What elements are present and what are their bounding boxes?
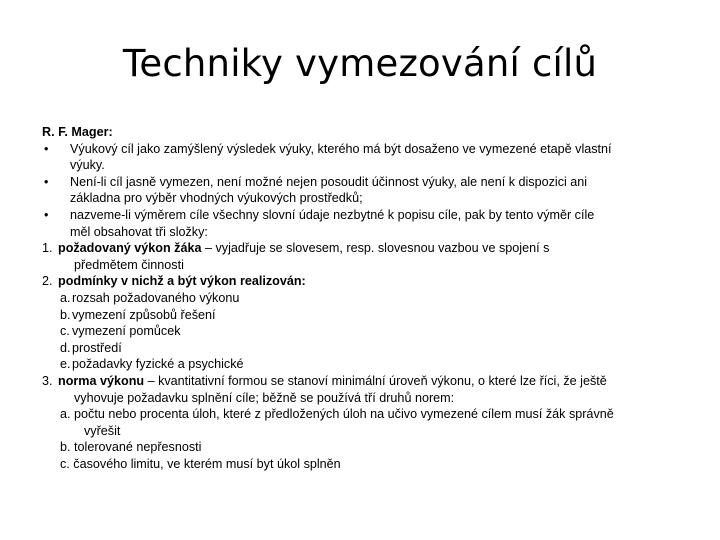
- item-text: – kvantitativní formou se stanoví minimální úroveň výkonu, o které lze říci, že ještě: [144, 373, 607, 388]
- sub-item: [42, 307, 692, 324]
- bullet-item: [42, 207, 692, 240]
- bullet-item: [42, 174, 692, 207]
- slide-title: Techniky vymezování cílů: [122, 42, 598, 85]
- bullet-marker: •: [44, 207, 49, 222]
- slide-content: [42, 124, 692, 472]
- sub-text: vymezení způsobů řešení: [72, 307, 216, 322]
- bullet-text-cont: výuky.: [70, 158, 105, 173]
- item-bold-term: požadovaný výkon žáka: [58, 241, 202, 256]
- bullet-item: [42, 141, 692, 174]
- sub-text: požadavky fyzické a psychické: [72, 357, 244, 372]
- numbered-item-1: [42, 240, 692, 273]
- sub-item: [42, 439, 692, 456]
- sub-marker: b.: [60, 440, 71, 455]
- sub-item: [42, 340, 692, 357]
- bullet-text: nazveme-li výměrem cíle všechny slovní údaje nezbytné k popisu cíle, pak by tento výměr cíle: [70, 207, 595, 222]
- sub-marker: c.: [60, 456, 70, 471]
- numbered-item-3: [42, 373, 692, 406]
- item-text: – vyjadřuje se slovesem, resp. slovesnou vazbou ve spojení s: [201, 241, 550, 256]
- sub-marker: d.: [60, 340, 71, 355]
- bullet-text-cont: základna pro výběr vhodných výukových prostředků;: [70, 191, 363, 206]
- sub-text: tolerované nepřesnosti: [74, 440, 202, 455]
- sub-item: [42, 290, 692, 307]
- sub-item: [42, 456, 692, 473]
- bullet-text: Není-li cíl jasně vymezen, není možné nejen posoudit účinnost výuky, ale není k dispozici ani: [70, 174, 588, 189]
- bullet-marker: •: [44, 174, 49, 189]
- sub-marker: c.: [60, 324, 70, 339]
- item-text-cont: předmětem činnosti: [74, 257, 184, 272]
- number-marker: 3.: [42, 373, 53, 388]
- sub-text: časového limitu, ve kterém musí byt úkol splněn: [73, 456, 341, 471]
- item-text-cont: vyhovuje požadavku splnění cíle; běžně se používá tří druhů norem:: [74, 390, 455, 405]
- numbered-item-2: [42, 273, 692, 290]
- sub-text: počtu nebo procenta úloh, které z předložených úloh na učivo vymezené cílem musí žák správně: [74, 407, 614, 422]
- sub-item: [42, 406, 692, 439]
- sub-marker: a.: [60, 407, 71, 422]
- sub-text: rozsah požadovaného výkonu: [72, 290, 240, 305]
- bullet-marker: •: [44, 141, 49, 156]
- sub-item: [42, 356, 692, 373]
- number-marker: 2.: [42, 274, 53, 289]
- number-marker: 1.: [42, 241, 53, 256]
- sub-marker: e.: [60, 357, 71, 372]
- sub-text-cont: vyřešit: [84, 423, 121, 438]
- item-bold-term: podmínky v nichž a být výkon realizován:: [58, 274, 306, 289]
- sub-marker: a.: [60, 290, 71, 305]
- bullet-text-cont: měl obsahovat tři složky:: [70, 224, 208, 239]
- sub-item: [42, 323, 692, 340]
- sub-text: vymezení pomůcek: [72, 324, 181, 339]
- section-heading: R. F. Mager:: [42, 125, 113, 139]
- sub-marker: b.: [60, 307, 71, 322]
- item-bold-term: norma výkonu: [58, 373, 145, 388]
- bullet-text: Výukový cíl jako zamýšlený výsledek výuky, kterého má být dosaženo ve vymezené etapě vlastní: [70, 141, 612, 156]
- sub-text: prostředí: [72, 340, 122, 355]
